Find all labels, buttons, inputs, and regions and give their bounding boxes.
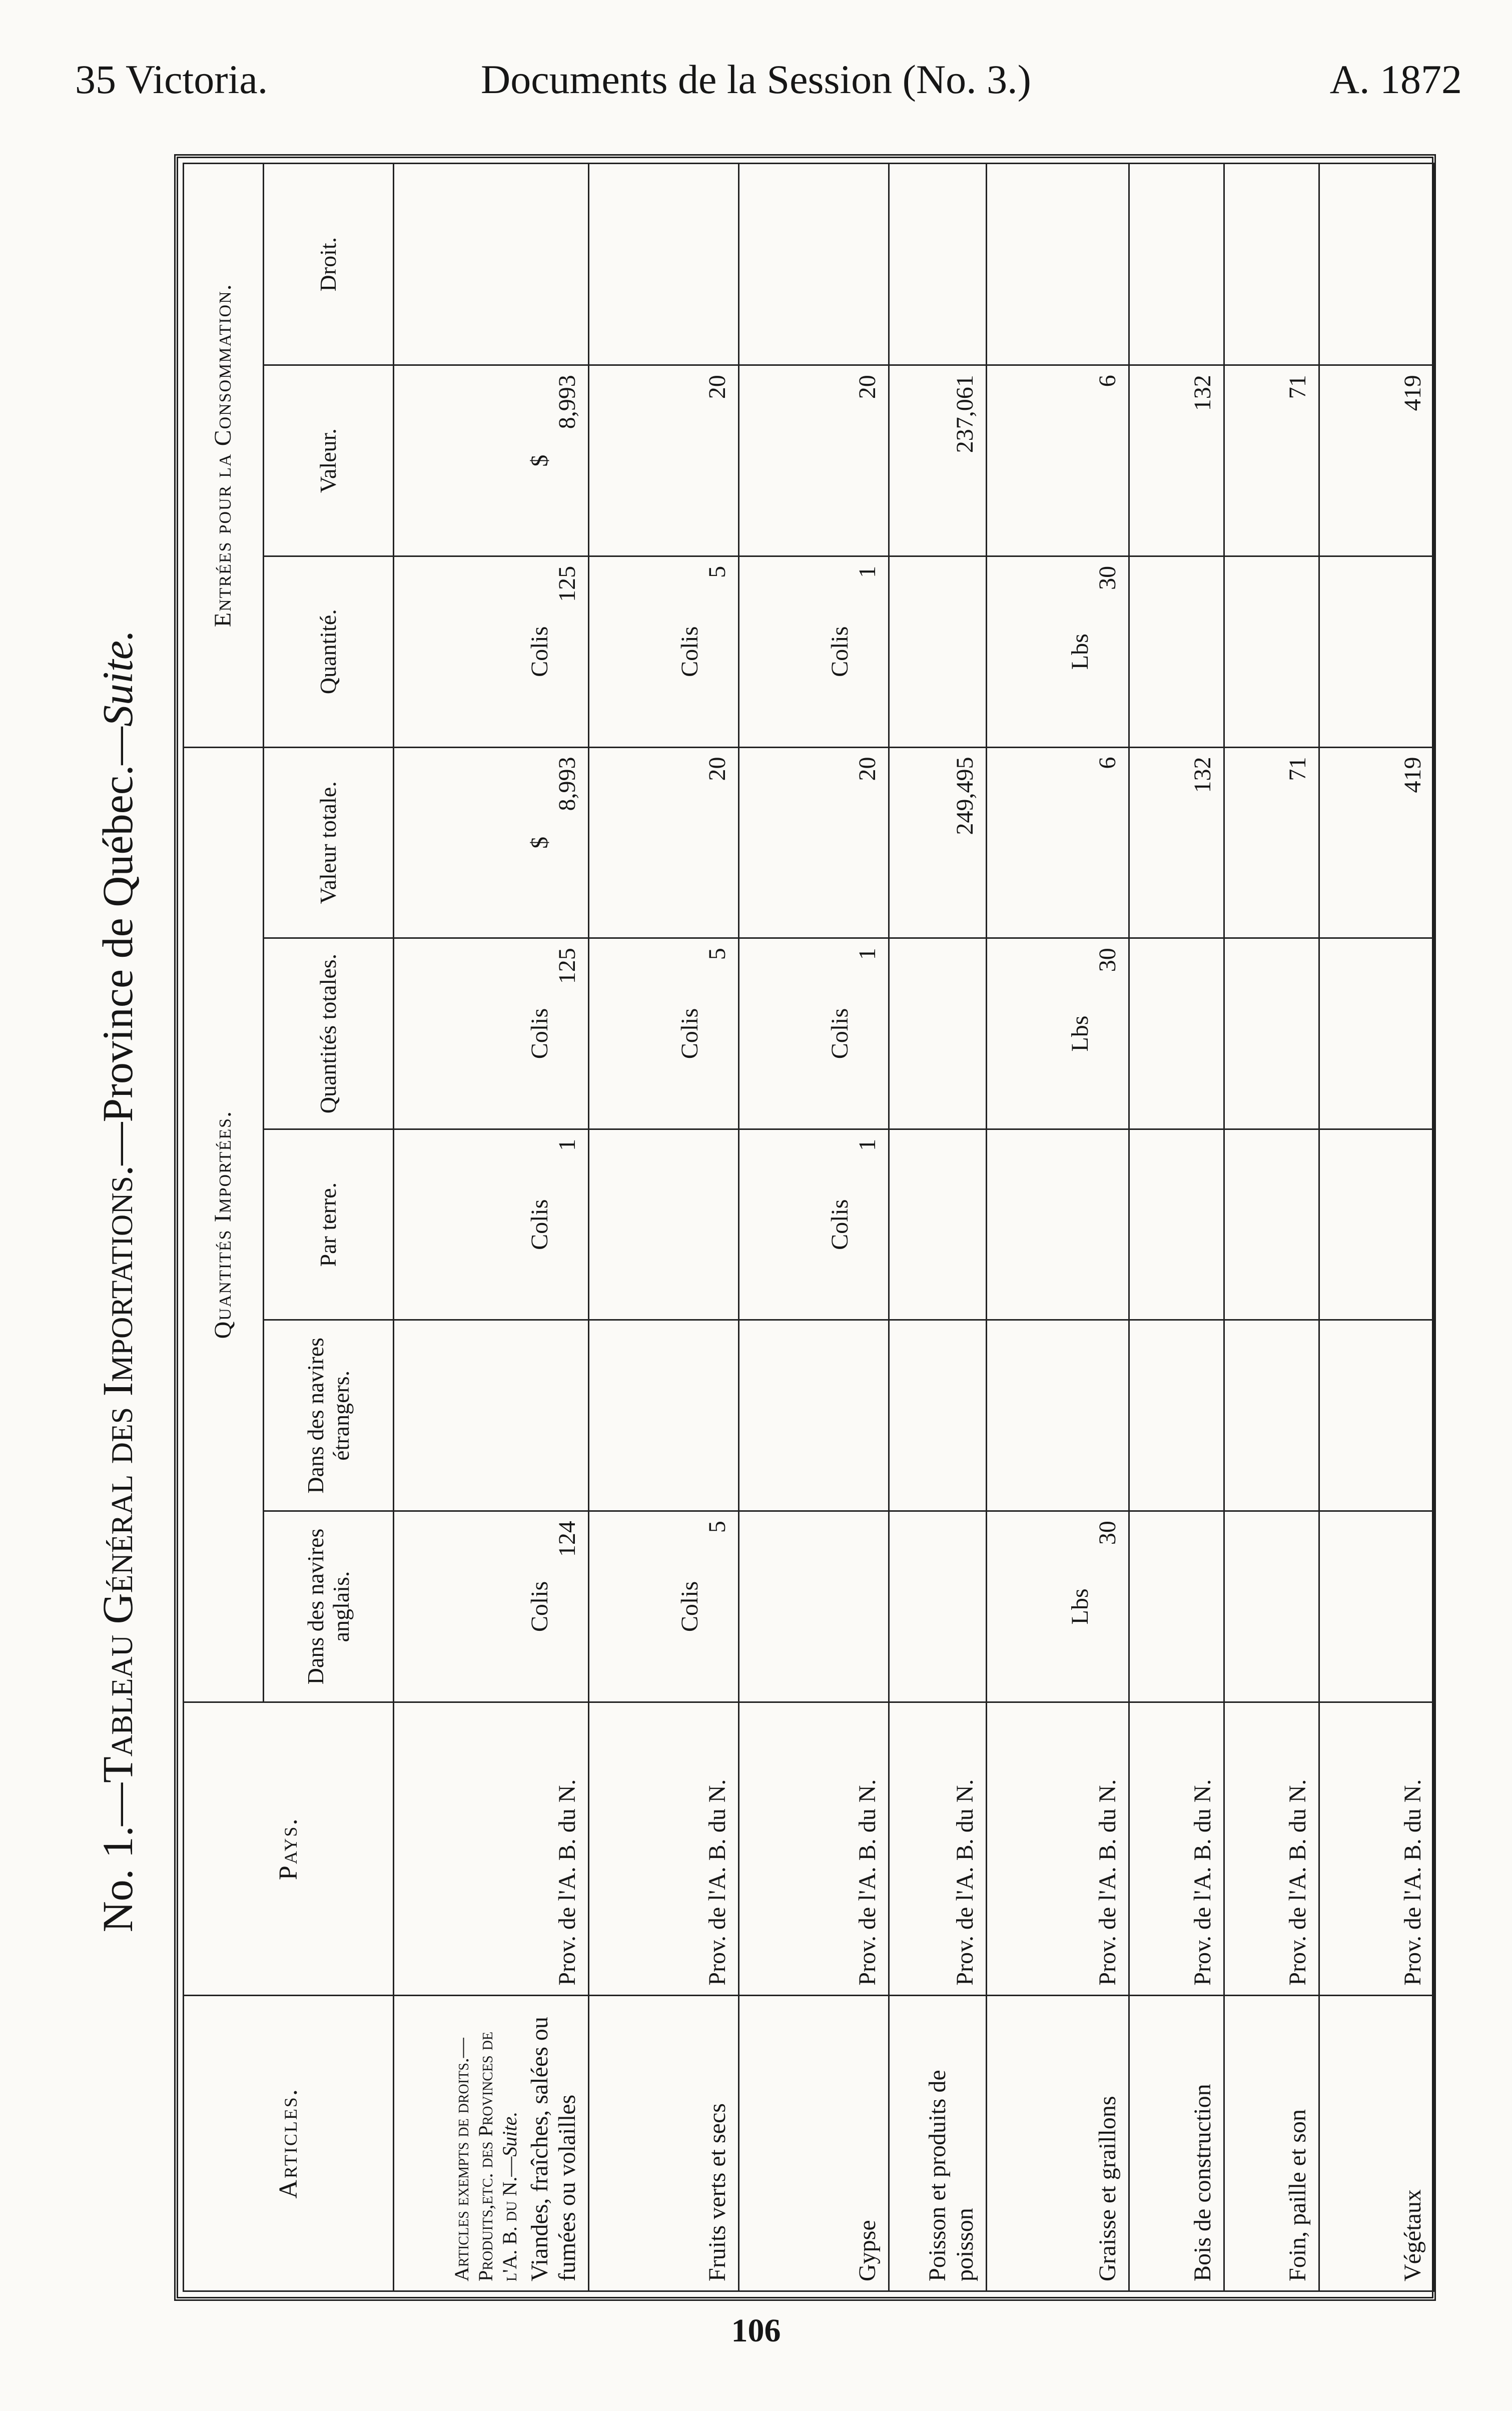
cell-valeur-totale: 249,495 [889, 747, 987, 938]
cell-etrangers [739, 1320, 889, 1511]
pays-cell: Prov. de l'A. B. du N. [394, 1702, 589, 1995]
cell-valeur: 20 [739, 365, 889, 556]
cell-terre: Colis 1 [739, 1129, 889, 1320]
cell-anglais [1129, 1511, 1224, 1702]
cell-anglais: Colis 124 [394, 1511, 589, 1702]
pays-cell: Prov. de l'A. B. du N. [987, 1702, 1129, 1995]
cell-anglais: Lbs 30 [987, 1511, 1129, 1702]
title-province: —Province de Québec. [94, 765, 142, 1165]
cell-valeur: 419 [1319, 365, 1434, 556]
cell-valeur: 20 [589, 365, 739, 556]
cell-quantite: Colis 1 [739, 556, 889, 747]
cell-anglais [739, 1511, 889, 1702]
pays-cell: Prov. de l'A. B. du N. [1224, 1702, 1319, 1995]
cell-quantite [889, 556, 987, 747]
cell-valeur: 132 [1129, 365, 1224, 556]
cell-droit [739, 164, 889, 365]
col-header-articles: Articles. [184, 1995, 394, 2291]
cell-quantite [1224, 556, 1319, 747]
col-header-quantites-totales: Quantités totales. [264, 938, 394, 1129]
pays-cell: Prov. de l'A. B. du N. [889, 1702, 987, 1995]
pays-cell: Prov. de l'A. B. du N. [1319, 1702, 1434, 1995]
cell-valeur: 6 [987, 365, 1129, 556]
cell-terre [1224, 1129, 1319, 1320]
running-header-left: 35 Victoria. [75, 57, 268, 102]
cell-droit [889, 164, 987, 365]
col-header-etrangers: Dans des navires étrangers. [264, 1320, 394, 1511]
cell-valeur: 237,061 [889, 365, 987, 556]
cell-droit [1129, 164, 1224, 365]
table-row [889, 164, 987, 2291]
cell-quantite: Colis 5 [589, 556, 739, 747]
title-dash: — [94, 1782, 142, 1826]
cell-valeur: 71 [1224, 365, 1319, 556]
table-row [394, 164, 589, 2291]
cell-quantite [1319, 556, 1434, 747]
cell-quantites-totales [1319, 938, 1434, 1129]
article-name: Gypse [739, 1995, 889, 2291]
cell-droit [1319, 164, 1434, 365]
cell-terre [589, 1129, 739, 1320]
article-name: Viandes, fraîches, salées ou fumées ou volailles [526, 2017, 580, 2281]
col-header-valeur: Valeur. [264, 365, 394, 556]
running-header-right: A. 1872 [1329, 57, 1462, 102]
cell-valeur-totale: 20 [589, 747, 739, 938]
cell-droit [1224, 164, 1319, 365]
page-number: 106 [731, 2312, 781, 2349]
table-row [987, 164, 1129, 2291]
article-name: Poisson et produits de poisson [889, 1995, 987, 2291]
cell-anglais [1224, 1511, 1319, 1702]
cell-valeur: $ 8,993 [394, 365, 589, 556]
cell-quantite [1129, 556, 1224, 747]
cell-droit [394, 164, 589, 365]
article-name: Graisse et graillons [987, 1995, 1129, 2291]
article-name: Bois de construction [1129, 1995, 1224, 2291]
col-header-pays: Pays. [184, 1702, 394, 1995]
col-group-consumption: Entrées pour la Consommation. [184, 164, 264, 748]
cell-quantite: Colis 125 [394, 556, 589, 747]
table-title [88, 305, 148, 2257]
cell-etrangers [589, 1320, 739, 1511]
cell-anglais: Colis 5 [589, 1511, 739, 1702]
cell-quantites-totales: Colis 125 [394, 938, 589, 1129]
cell-terre [1319, 1129, 1434, 1320]
pays-cell: Prov. de l'A. B. du N. [1129, 1702, 1224, 1995]
col-header-terre: Par terre. [264, 1129, 394, 1320]
cell-terre [987, 1129, 1129, 1320]
title-number: No. 1. [94, 1826, 142, 1933]
cell-valeur-totale: $ 8,993 [394, 747, 589, 938]
cell-quantites-totales: Lbs 30 [987, 938, 1129, 1129]
cell-anglais [1319, 1511, 1434, 1702]
cell-droit [589, 164, 739, 365]
pays-cell: Prov. de l'A. B. du N. [739, 1702, 889, 1995]
table-row [1224, 164, 1319, 2291]
table-row [589, 164, 739, 2291]
cell-etrangers [1319, 1320, 1434, 1511]
cell-anglais [889, 1511, 987, 1702]
cell-valeur-totale: 6 [987, 747, 1129, 938]
cell-valeur-totale: 20 [739, 747, 889, 938]
section-heading: Articles exempts de droits.— Produits,etc. des Provinces de l'A. B. du N.—Suite. [450, 2032, 521, 2281]
col-header-valeur-totale: Valeur totale. [264, 747, 394, 938]
cell-terre [1129, 1129, 1224, 1320]
cell-terre [889, 1129, 987, 1320]
cell-quantites-totales: Colis 1 [739, 938, 889, 1129]
article-cell [394, 1995, 589, 2291]
import-table [183, 163, 1435, 2292]
cell-quantites-totales: Colis 5 [589, 938, 739, 1129]
cell-terre: Colis 1 [394, 1129, 589, 1320]
cell-quantites-totales [1129, 938, 1224, 1129]
cell-quantites-totales [1224, 938, 1319, 1129]
col-header-quantite: Quantité. [264, 556, 394, 747]
cell-etrangers [1129, 1320, 1224, 1511]
col-group-imported: Quantités Importées. [184, 747, 264, 1702]
table-body [394, 164, 1434, 2291]
title-main: Tableau Général des Importations. [94, 1165, 142, 1783]
col-header-anglais: Dans des navires anglais. [264, 1511, 394, 1702]
cell-etrangers [889, 1320, 987, 1511]
cell-valeur-totale: 132 [1129, 747, 1224, 938]
cell-etrangers [987, 1320, 1129, 1511]
cell-etrangers [1224, 1320, 1319, 1511]
pays-cell: Prov. de l'A. B. du N. [589, 1702, 739, 1995]
table-row [739, 164, 889, 2291]
cell-quantite: Lbs 30 [987, 556, 1129, 747]
article-name: Végétaux [1319, 1995, 1434, 2291]
col-header-droit: Droit. [264, 164, 394, 365]
table-row [1319, 164, 1434, 2291]
table-row [1129, 164, 1224, 2291]
cell-droit [987, 164, 1129, 365]
cell-valeur-totale: 71 [1224, 747, 1319, 938]
cell-etrangers [394, 1320, 589, 1511]
running-header-center: Documents de la Session (No. 3.) [481, 57, 1031, 102]
title-suite: —Suite. [94, 630, 142, 765]
cell-valeur-totale: 419 [1319, 747, 1434, 938]
cell-quantites-totales [889, 938, 987, 1129]
article-name: Foin, paille et son [1224, 1995, 1319, 2291]
article-name: Fruits verts et secs [589, 1995, 739, 2291]
import-table-rotated [183, 163, 1428, 2292]
